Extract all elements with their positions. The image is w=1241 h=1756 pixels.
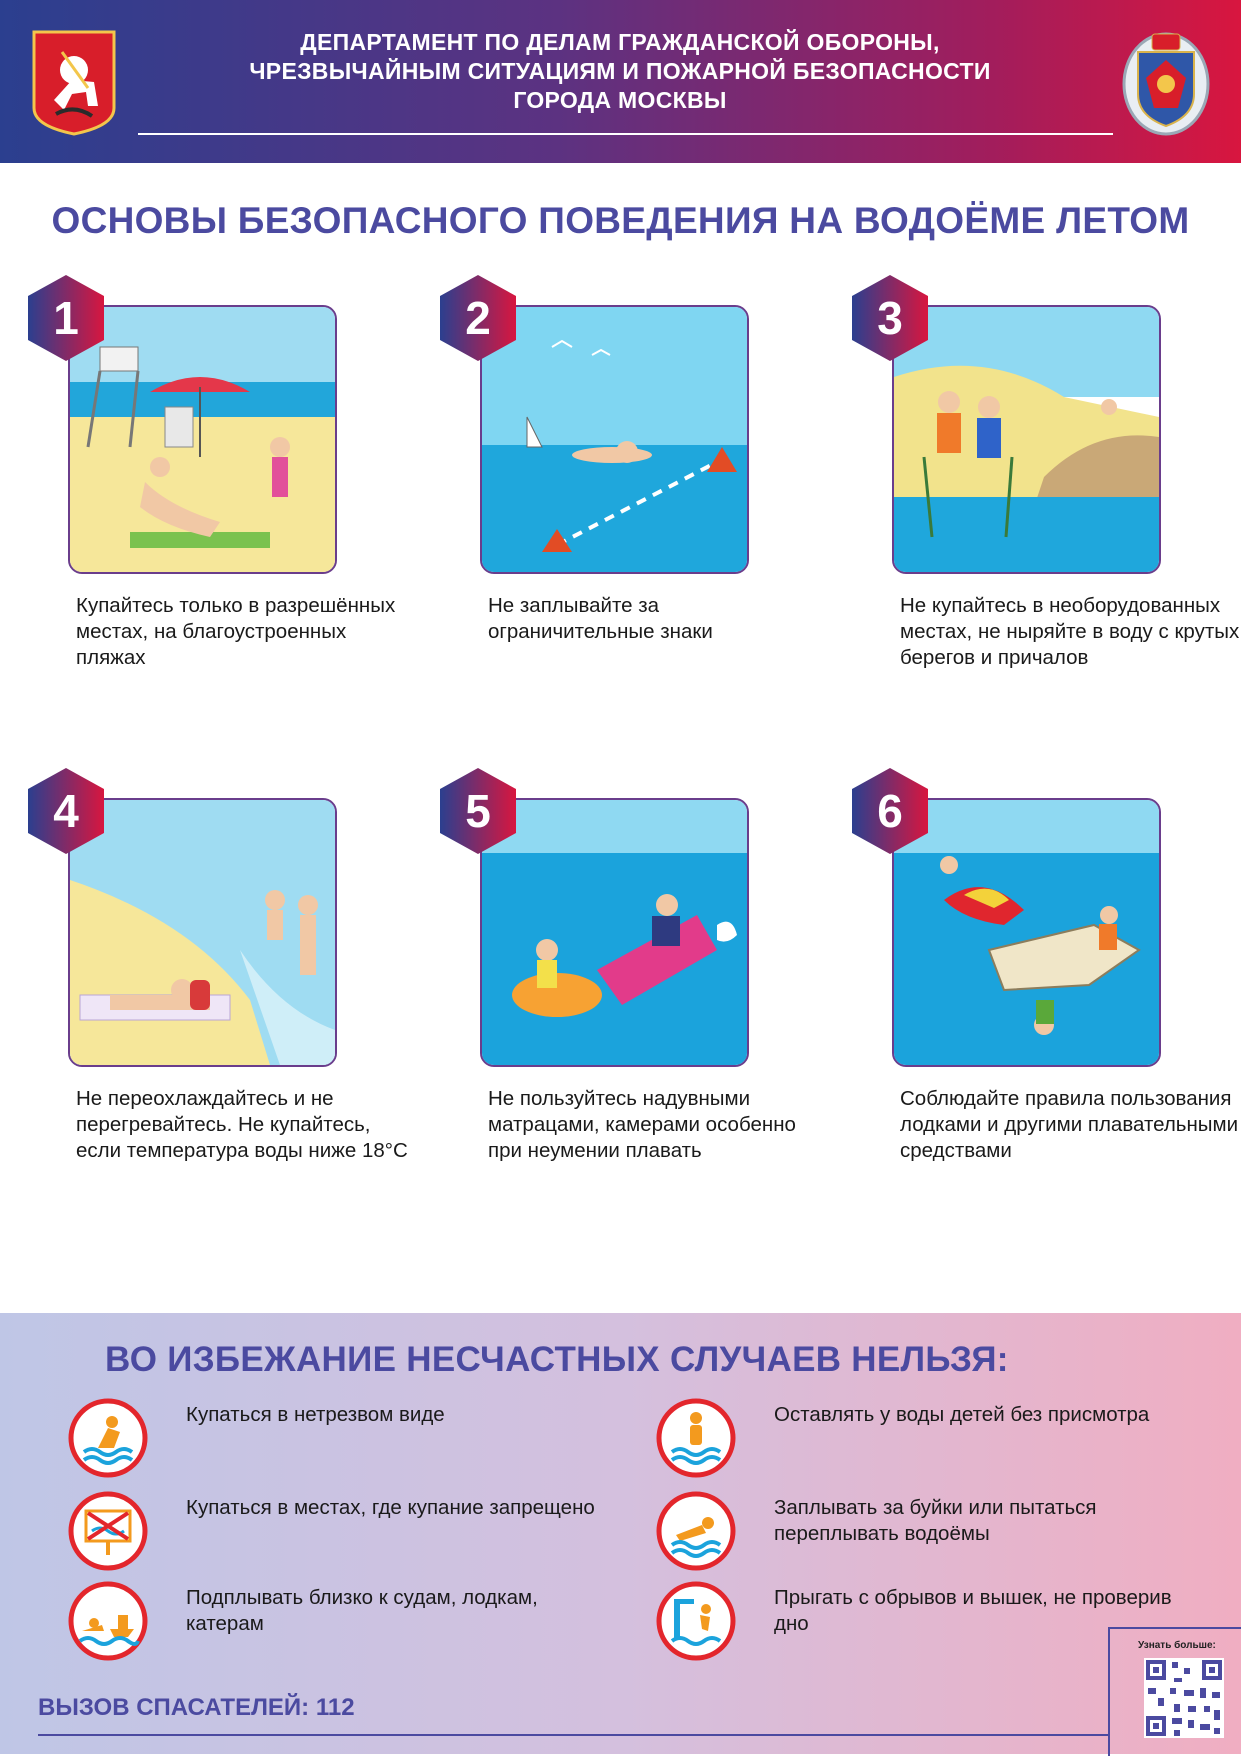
header-banner — [0, 0, 1241, 163]
rule-number-badge — [440, 275, 516, 361]
header-divider — [138, 133, 1113, 135]
steep-bank-scene — [892, 305, 1161, 574]
rule-number: 1 — [53, 292, 79, 344]
forbidden-item-5 — [68, 1581, 628, 1661]
forbidden-item-3 — [68, 1491, 628, 1571]
child-at-water-icon — [656, 1398, 736, 1478]
rule-text: Не купайтесь в необорудованных местах, не ныряйте в воду с крутых берегов и причалов — [900, 594, 1240, 669]
rule-number: 5 — [465, 785, 491, 837]
forbidden-item-1 — [68, 1398, 628, 1478]
forbidden-text: Подплывать близко к судам, лодкам, катерам — [186, 1586, 538, 1635]
forbidden-text: Прыгать с обрывов и вышек, не проверив дно — [774, 1586, 1172, 1635]
forbidden-title: ВО ИЗБЕЖАНИЕ НЕСЧАСТНЫХ СЛУЧАЕВ НЕЛЬЗЯ: — [105, 1340, 1009, 1379]
org-line-1: ДЕПАРТАМЕНТ ПО ДЕЛАМ ГРАЖДАНСКОЙ ОБОРОНЫ, — [300, 29, 940, 55]
rule-number-badge — [852, 768, 928, 854]
rule-number-badge — [852, 275, 928, 361]
diving-tower-icon — [656, 1581, 736, 1661]
rule-number: 4 — [53, 785, 79, 837]
rule-text: Не переохлаждайтесь и не перегревайтесь. Не купайтесь, если температура воды ниже 18°С — [76, 1087, 408, 1162]
rule-text: Соблюдайте правила пользования лодками и другими плавательными средствами — [900, 1087, 1239, 1162]
org-line-2: ЧРЕЗВЫЧАЙНЫМ СИТУАЦИЯМ И ПОЖАРНОЙ БЕЗОПАСНОСТИ — [249, 58, 991, 84]
beach-scene — [68, 305, 337, 574]
forbidden-text: Купаться в местах, где купание запрещено — [186, 1496, 595, 1519]
drunk-swimmer-icon — [68, 1398, 148, 1478]
forbidden-text: Оставлять у воды детей без присмотра — [774, 1403, 1150, 1426]
inflatables-scene — [480, 798, 749, 1067]
rule-text: Не заплывайте за ограничительные знаки — [488, 594, 713, 643]
organization-name — [180, 28, 1060, 115]
rule-number-badge — [28, 768, 104, 854]
org-line-3: ГОРОДА МОСКВЫ — [513, 87, 727, 113]
page-title: ОСНОВЫ БЕЗОПАСНОГО ПОВЕДЕНИЯ НА ВОДОЁМЕ ЛЕТОМ — [51, 200, 1190, 241]
rule-number: 3 — [877, 292, 903, 344]
swimmer-icon — [656, 1491, 736, 1571]
rule-number: 2 — [465, 292, 491, 344]
department-emblem-icon — [1120, 26, 1212, 143]
forbidden-text: Заплывать за буйки или пытаться переплывать водоёмы — [774, 1496, 1097, 1545]
footer-divider — [38, 1734, 1108, 1736]
forbidden-item-2 — [656, 1398, 1216, 1478]
forbidden-item-4 — [656, 1491, 1216, 1571]
sunbathing-scene — [68, 798, 337, 1067]
rescue-call-number: ВЫЗОВ СПАСАТЕЛЕЙ: 112 — [38, 1694, 355, 1721]
buoys-scene — [480, 305, 749, 574]
rule-number-badge — [440, 768, 516, 854]
qr-label: Узнать больше: — [1138, 1640, 1216, 1651]
no-swimming-sign-icon — [68, 1491, 148, 1571]
forbidden-text: Купаться в нетрезвом виде — [186, 1403, 445, 1426]
ship-swimmer-icon — [68, 1581, 148, 1661]
rule-text: Купайтесь только в разрешённых местах, на благоустроенных пляжах — [76, 594, 396, 669]
qr-code-icon[interactable] — [1144, 1658, 1224, 1738]
boats-scene — [892, 798, 1161, 1067]
rule-number-badge — [28, 275, 104, 361]
rule-number: 6 — [877, 785, 903, 837]
rule-text: Не пользуйтесь надувными матрацами, камерами особенно при неумении плавать — [488, 1087, 796, 1162]
moscow-coat-of-arms-icon — [32, 30, 116, 141]
